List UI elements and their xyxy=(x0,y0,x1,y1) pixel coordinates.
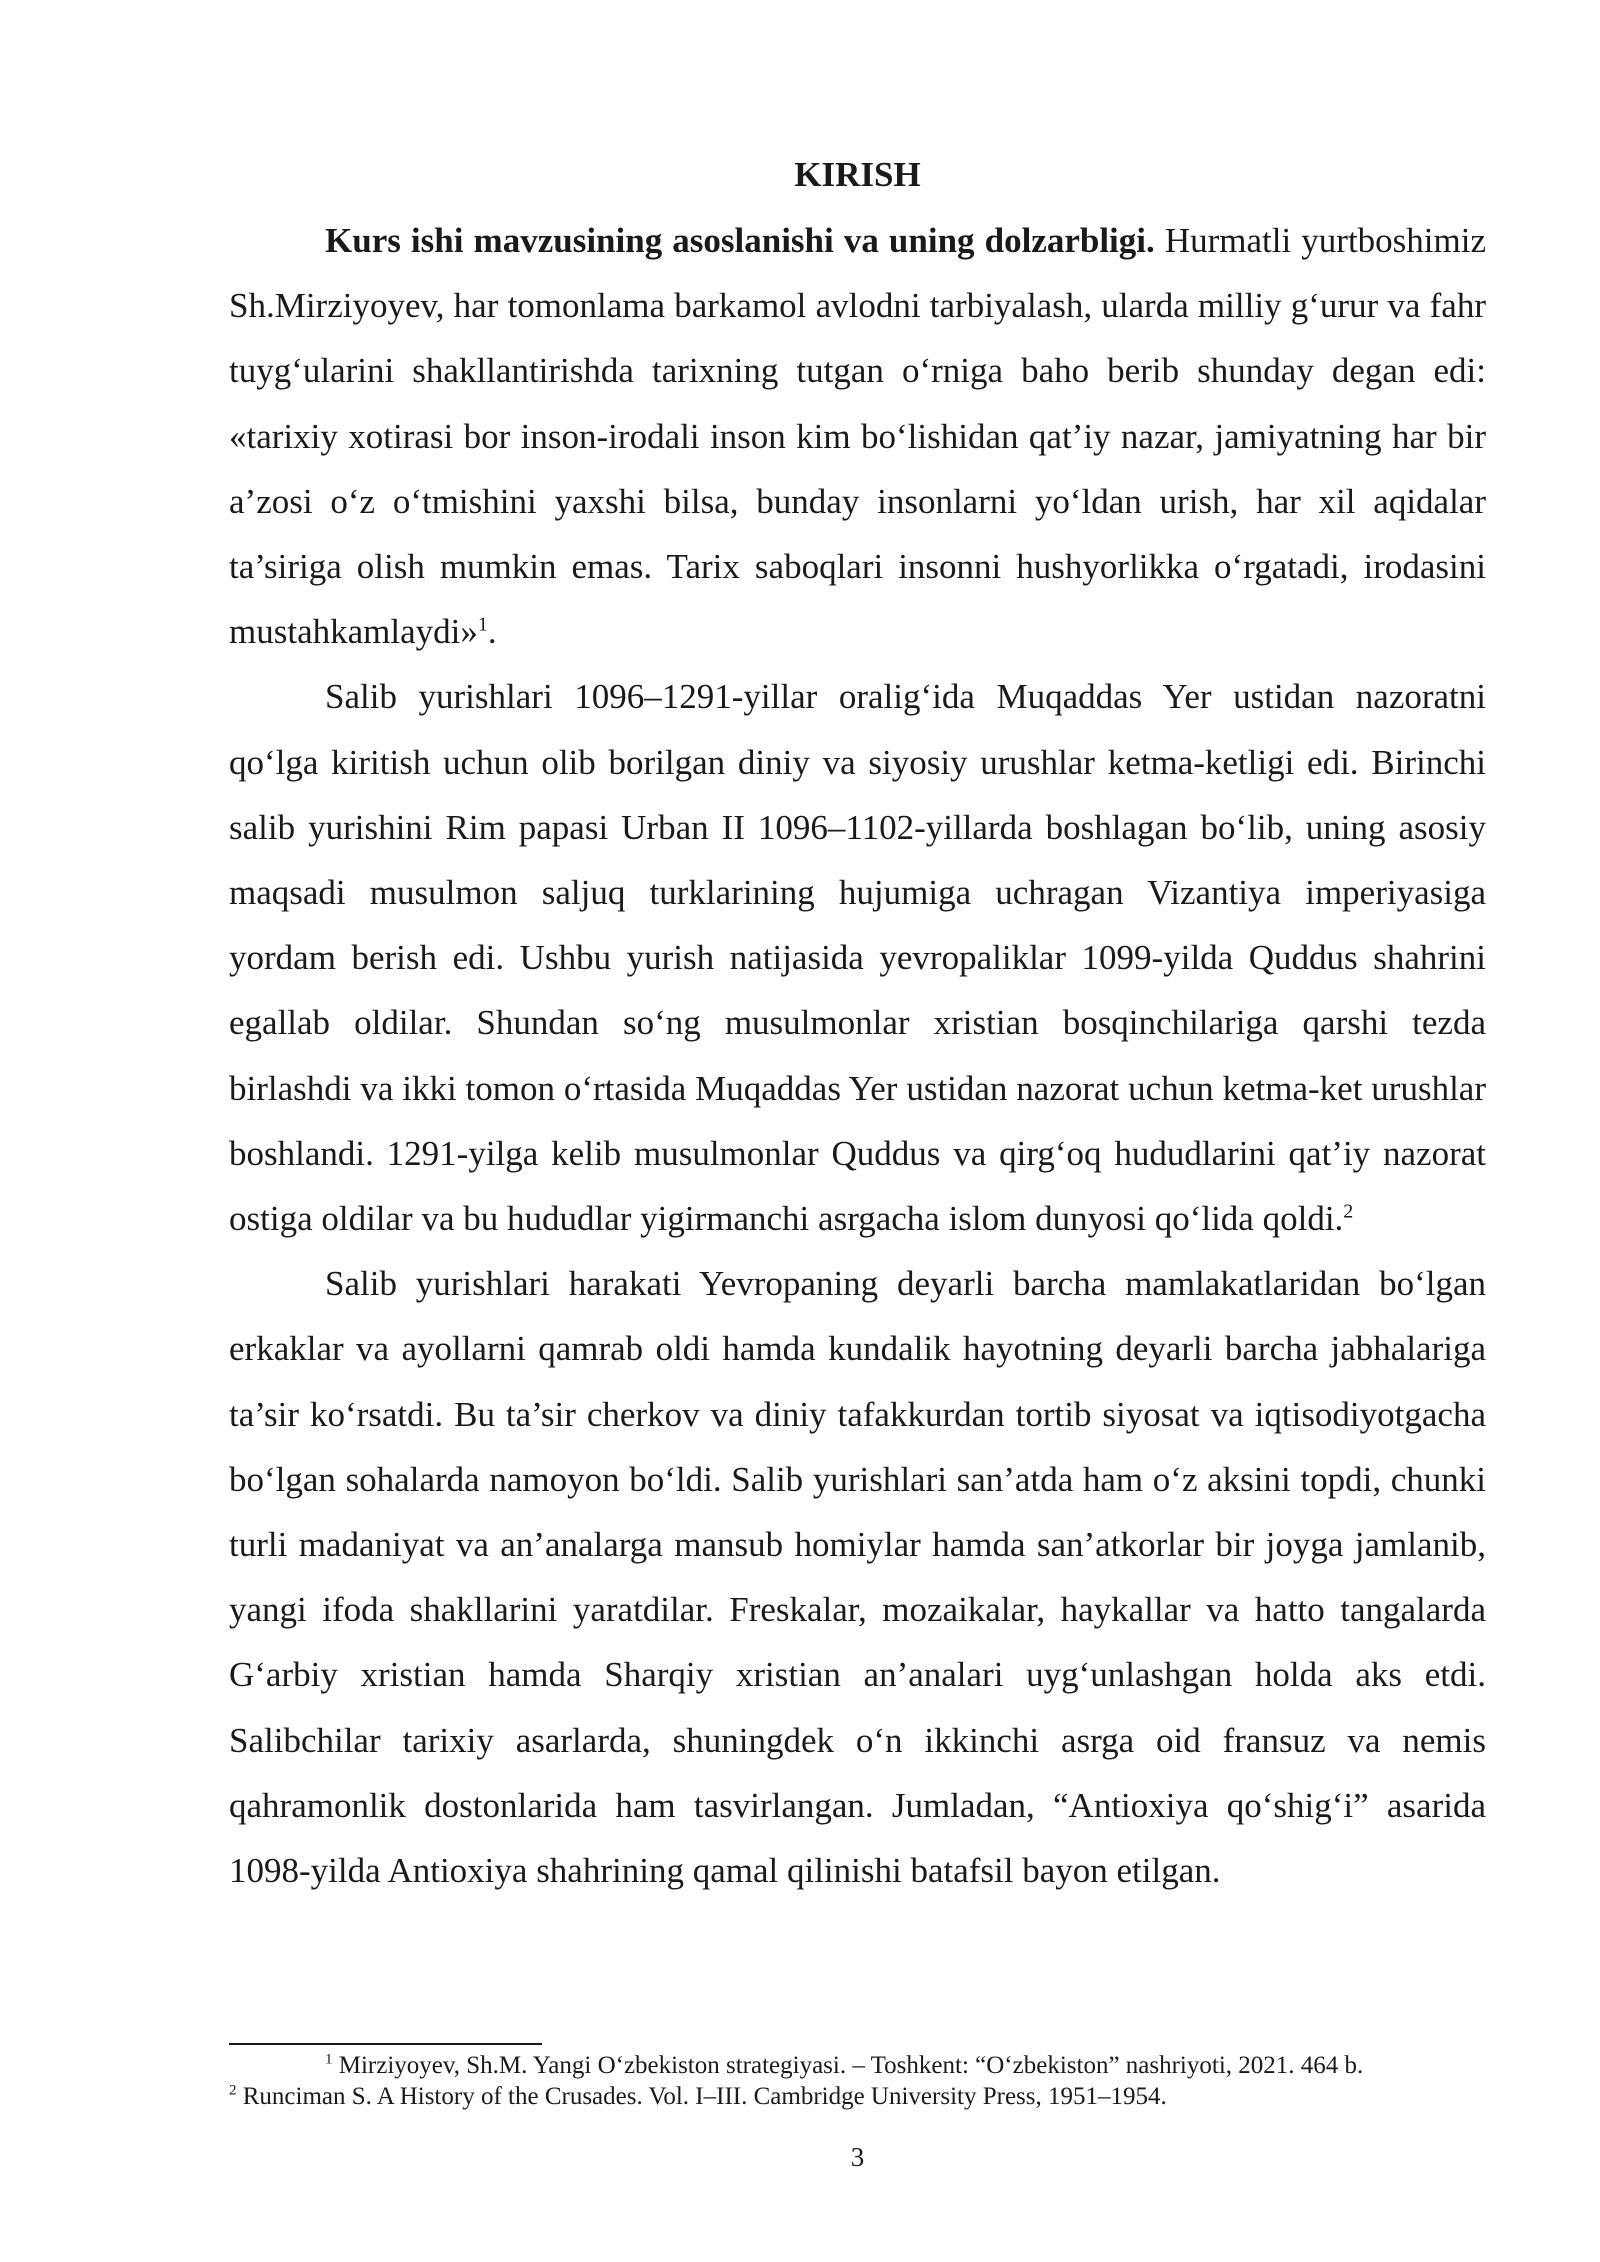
footnote-ref-2[interactable]: 2 xyxy=(1343,1200,1354,1223)
page-number: 3 xyxy=(850,2142,865,2172)
paragraph-1-lead: Kurs ishi mavzusining asoslanishi va uning dolzarbligi. xyxy=(325,221,1155,260)
footnote-2-text: Runciman S. A History of the Crusades. Vol. I–III. Cambridge University Press, 1951–1954. xyxy=(236,2083,1167,2110)
paragraph-2 xyxy=(229,664,1486,1251)
paragraph-2-text: Salib yurishlari 1096–1291-yillar oralig‘ida Muqaddas Yer ustidan nazoratni qo‘lga kiritish uchun olib borilgan diniy va siyosiy urushlar ketma-ketligi edi. Birinchi salib yurishini Rim papasi Urban II 1096–1102-yillarda boshlagan bo‘lib, uning asosiy maqsadi musulmon saljuq turklarining hujumiga uchragan Vizantiya imperiyasiga yordam berish edi. Ushbu yurish natijasida yevropaliklar 1099-yilda Quddus shahrini egallab oldilar. Shundan so‘ng musulmonlar xristian bosqinchilariga qarshi tezda birlashdi va ikki tomon o‘rtasida Muqaddas Yer ustidan nazorat uchun ketma-ket urushlar boshlandi. 1291-yilga kelib musulmonlar Quddus va qirg‘oq hududlarini qat’iy nazorat ostiga oldilar va bu hududlar yigirmanchi asrgacha islom dunyosi qo‘lida qoldi. xyxy=(229,677,1486,1239)
paragraph-1-text: Hurmatli yurtboshimiz Sh.Mirziyoyev, har tomonlama barkamol avlodni tarbiyalash, ularda milliy g‘urur va fahr tuyg‘ularini shakllantirishda tarixning tutgan o‘rniga baho berib shunday degan edi: «tarixiy xotirasi bor inson-irodali inson kim bo‘lishidan qat’iy nazar, jamiyatning har bir a’zosi o‘z o‘tmishini yaxshi bilsa, bunday insonlarni yo‘ldan urish, har xil aqidalar ta’siriga olish mumkin emas. Tarix saboqlari insonni hushyorlikka o‘rgatadi, irodasini mustahkamlaydi» xyxy=(229,221,1486,652)
paragraph-3 xyxy=(229,1251,1486,1903)
paragraph-3-text: Salib yurishlari harakati Yevropaning deyarli barcha mamlakatlaridan bo‘lgan erkaklar va ayollarni qamrab oldi hamda kundalik hayotning deyarli barcha jabhalariga ta’sir ko‘rsatdi. Bu ta’sir cherkov va diniy tafakkurdan tortib siyosat va iqtisodiyotgacha bo‘lgan sohalarda namoyon bo‘ldi. Salib yurishlari san’atda ham o‘z aksini topdi, chunki turli madaniyat va an’analarga mansub homiylar hamda san’atkorlar bir joyga jamlanib, yangi ifoda shakllarini yaratdilar. Freskalar, mozaikalar, haykallar va hatto tangalarda G‘arbiy xristian hamda Sharqiy xristian an’analari uyg‘unlashgan holda aks etdi. Salibchilar tarixiy asarlarda, shuningdek o‘n ikkinchi asrga oid fransuz va nemis qahramonlik dostonlarida ham tasvirlangan. Jumladan, “Antioxiya qo‘shig‘i” asarida 1098-yilda Antioxiya shahrining qamal qilinishi batafsil bayon etilgan. xyxy=(229,1264,1486,1891)
paragraph-1-end: . xyxy=(487,612,497,652)
footnote-1-text: Mirziyoyev, Sh.M. Yangi O‘zbekiston strategiyasi. – Toshkent: “O‘zbekiston” nashriyoti, 2021. 464 b. xyxy=(332,2052,1364,2079)
document-page xyxy=(229,0,1486,2262)
footnote-1 xyxy=(229,2050,1486,2081)
section-title: KIRISH xyxy=(794,155,921,194)
footnote-2 xyxy=(229,2081,1486,2112)
footnote-separator xyxy=(229,2043,542,2045)
footnote-1-marker: 1 xyxy=(325,2051,333,2068)
paragraph-1 xyxy=(229,208,1486,664)
footnote-2-marker: 2 xyxy=(229,2082,237,2099)
footnote-ref-1[interactable]: 1 xyxy=(477,613,488,636)
footnotes xyxy=(229,2050,1486,2112)
body-text xyxy=(229,208,1486,1903)
